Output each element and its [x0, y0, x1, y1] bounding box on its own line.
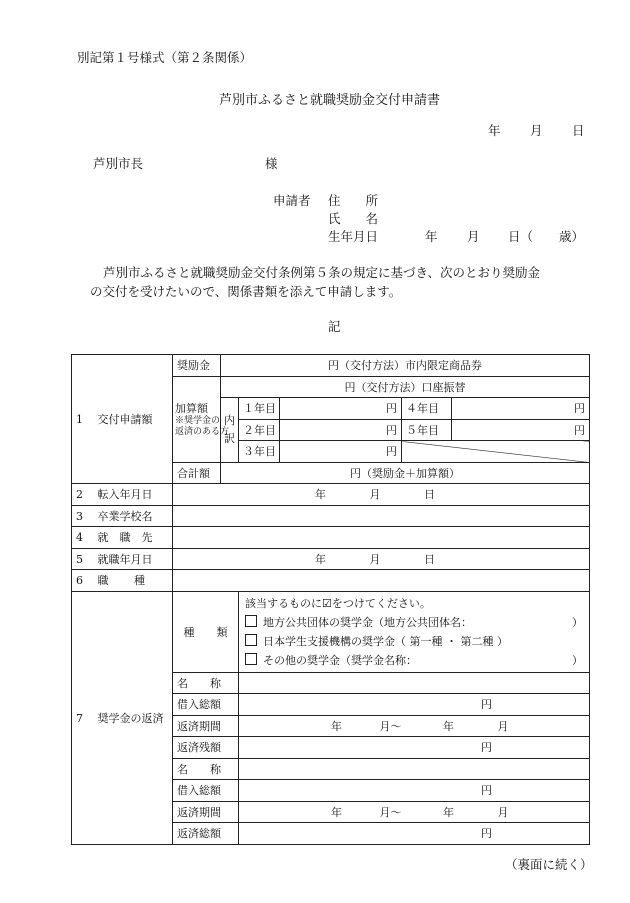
total-value[interactable]: 円（奨励金＋加算額）: [221, 462, 590, 484]
period-year-1a: 年: [331, 719, 342, 733]
option-jasso[interactable]: [245, 632, 583, 651]
employment-year: 年: [315, 552, 326, 566]
checkbox-local-gov[interactable]: [245, 615, 257, 627]
employment-day: 日: [424, 552, 435, 566]
hensai-kikan-label-2: 返済期間: [173, 801, 239, 823]
birth-year: 年: [425, 229, 438, 244]
year3-label: ３年目: [239, 441, 280, 463]
row6-label: 6 職 種: [72, 570, 173, 592]
kariire-yen-1: 円: [481, 698, 492, 712]
kasangaku-value[interactable]: 円（交付方法）口座振替: [221, 376, 590, 398]
option-other-close: ）: [572, 653, 584, 667]
hensai-sou-field[interactable]: [239, 823, 590, 845]
document-title: 芦別市ふるさと就職奨励金交付申請書: [219, 93, 441, 108]
birth-month: 月: [467, 229, 480, 244]
option-jasso-text: 日本学生支援機構の奨学金（ 第一種 ・ 第二種 ）: [263, 634, 508, 648]
hensai-kikan-field-1[interactable]: [239, 715, 590, 737]
move-in-date[interactable]: [173, 484, 590, 506]
meisho-label-2: 名 称: [173, 758, 239, 780]
period-month-2a: 月～: [379, 805, 402, 819]
continued-on-back: （裏面に続く）: [505, 857, 593, 872]
kasangaku-note1: ※奨学金の: [175, 416, 221, 426]
kariire-label-1: 借入総額: [173, 694, 239, 716]
hensai-zan-yen: 円: [481, 741, 492, 755]
row2-label: 2 転入年月日: [72, 484, 173, 506]
hensai-sou-yen: 円: [481, 827, 492, 841]
application-table: [71, 354, 590, 845]
period-month-1b: 月: [497, 719, 509, 733]
year2-amount[interactable]: 円: [280, 419, 402, 441]
move-in-year: 年: [315, 488, 326, 502]
form-number: 別記第１号様式（第２条関係）: [77, 50, 253, 65]
employment-month: 月: [369, 552, 381, 566]
birthdate-label: 生年月日: [328, 229, 379, 244]
date-month: 月: [530, 123, 543, 138]
date-year: 年: [488, 123, 501, 138]
checkbox-jasso[interactable]: [245, 634, 257, 646]
total-label: 合計額: [173, 462, 221, 484]
applicant-label: 申請者: [273, 193, 311, 208]
move-in-day: 日: [424, 488, 435, 502]
diagonal-blank-cell: [402, 441, 590, 463]
row4-label: 4 就 職 先: [72, 527, 173, 549]
uchiwake-char1: 内: [224, 413, 235, 427]
year1-label: １年目: [239, 398, 280, 420]
shoreikin-label: 奨励金: [173, 355, 221, 377]
uchiwake-char2: 訳: [224, 431, 235, 445]
kariire-field-2[interactable]: [239, 780, 590, 802]
year4-label: ４年目: [402, 398, 452, 420]
row3-label: 3 卒業学校名: [72, 505, 173, 527]
uchiwake-cell: [221, 398, 239, 463]
employment-date[interactable]: [173, 548, 590, 570]
option-other-text: その他の奨学金（奨学金名称：: [263, 653, 417, 667]
year3-amount[interactable]: 円: [280, 441, 402, 463]
hensai-sou-label: 返済総額: [173, 823, 239, 845]
honorific: 様: [265, 156, 278, 171]
row5-label: 5 就職年月日: [72, 548, 173, 570]
hensai-zan-field[interactable]: [239, 737, 590, 759]
option-local-gov-close: ）: [572, 615, 584, 629]
hensai-zan-label: 返済残額: [173, 737, 239, 759]
period-month-2b: 月: [497, 805, 509, 819]
period-month-1a: 月～: [379, 719, 402, 733]
period-year-2b: 年: [443, 805, 454, 819]
scholarship-type-label: 種 類: [173, 591, 239, 672]
hensai-kikan-field-2[interactable]: [239, 801, 590, 823]
date-day: 日: [572, 123, 585, 138]
option-local-gov[interactable]: [245, 613, 583, 632]
body-text-line1: 芦別市ふるさと就職奨励金交付条例第５条の規定に基づき、次のとおり奨励金: [103, 265, 541, 280]
kasangaku-cell: [173, 376, 230, 462]
hensai-kikan-label-1: 返済期間: [173, 715, 239, 737]
birth-day: 日（: [508, 229, 534, 244]
year2-label: ２年目: [239, 419, 280, 441]
checkbox-other[interactable]: [245, 653, 257, 665]
kariire-yen-2: 円: [481, 784, 492, 798]
move-in-month: 月: [369, 488, 381, 502]
select-instruction: 該当するものに☑をつけてください。: [245, 596, 431, 610]
school-name-field[interactable]: [173, 505, 590, 527]
body-text-line2: の交付を受けたいので、関係書類を添えて申請します。: [90, 284, 402, 299]
kariire-label-2: 借入総額: [173, 780, 239, 802]
shoreikin-value[interactable]: 円（交付方法）市内限定商品券: [221, 355, 590, 377]
kasangaku-note2: 返済のある方: [175, 427, 230, 437]
kariire-field-1[interactable]: [239, 694, 590, 716]
meisho-field-2[interactable]: [239, 758, 590, 780]
period-year-1b: 年: [443, 719, 454, 733]
row7-label: 7 奨学金の返済: [72, 591, 173, 844]
occupation-field[interactable]: [173, 570, 590, 592]
ki-heading: 記: [328, 319, 341, 334]
addressee: 芦別市長: [93, 156, 144, 171]
meisho-label-1: 名 称: [173, 672, 239, 694]
kasangaku-label: 加算額: [175, 402, 208, 415]
option-local-gov-text: 地方公共団体の奨学金（地方公共団体名：: [263, 615, 472, 629]
year5-label: ５年目: [402, 419, 452, 441]
address-label: 住 所: [328, 193, 379, 208]
option-other[interactable]: [245, 651, 583, 670]
age-label: 歳）: [559, 229, 585, 244]
employer-field[interactable]: [173, 527, 590, 549]
period-year-2a: 年: [331, 805, 342, 819]
year4-amount[interactable]: 円: [452, 398, 590, 420]
year1-amount[interactable]: 円: [280, 398, 402, 420]
meisho-field-1[interactable]: [239, 672, 590, 694]
year5-amount[interactable]: 円: [452, 419, 590, 441]
scholarship-type-options: [239, 591, 590, 672]
row1-label: 1 交付申請額: [72, 355, 173, 484]
name-label: 氏 名: [328, 211, 379, 226]
